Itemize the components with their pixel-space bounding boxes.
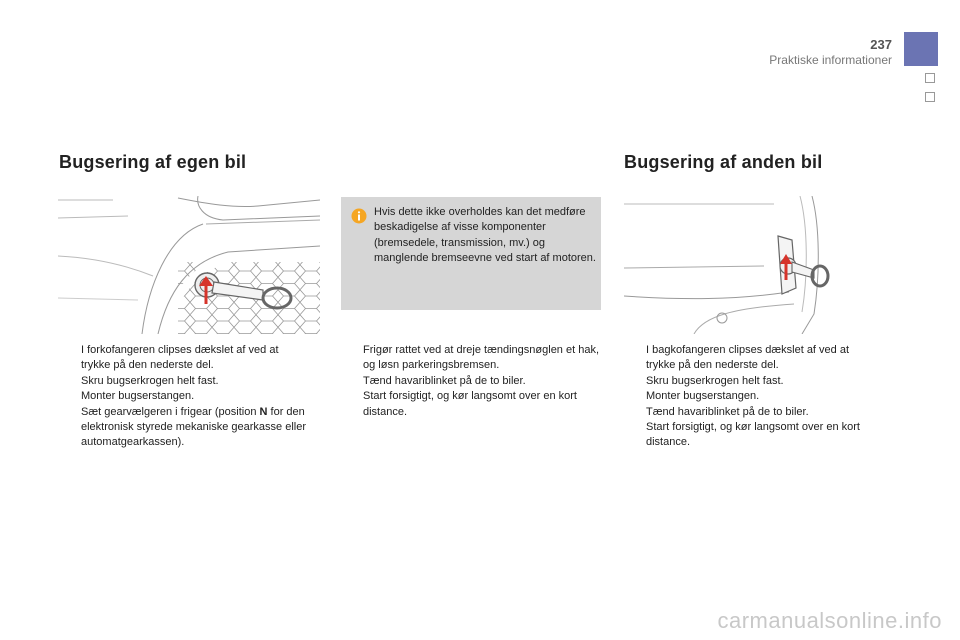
watermark: carmanualsonline.info	[717, 608, 942, 633]
left-section-title: Bugsering af egen bil	[59, 152, 247, 172]
section-tab-marker	[904, 32, 938, 66]
front-bumper-illustration	[58, 196, 320, 334]
list-item	[341, 374, 603, 389]
page-square-2	[925, 92, 935, 102]
step-text: I forkofangeren clipses dækslet af ved at trykke på den nederste del.	[81, 344, 279, 372]
left-steps-list	[59, 343, 309, 451]
list-item	[59, 405, 309, 451]
step-text: Frigør rattet ved at dreje tændingsnøglen et hak, og løsn parkeringsbremsen.	[363, 344, 600, 372]
step-text: Start forsigtigt, og kør langsomt over en kort distance.	[646, 421, 860, 449]
rear-bumper-illustration	[624, 196, 830, 334]
list-item	[59, 374, 309, 389]
step-text: Skru bugserkrogen helt fast.	[81, 374, 219, 387]
info-box	[341, 197, 601, 310]
page-number: 237	[870, 37, 892, 52]
list-item	[341, 343, 603, 374]
list-item	[341, 389, 603, 420]
list-item	[624, 420, 880, 451]
right-steps-list	[624, 343, 880, 451]
info-box-text: Hvis dette ikke overholdes kan det medføre beskadigelse af visse komponenter (bremsedele, transmission, mv.) og manglende bremseevne ved start af motoren.	[374, 206, 596, 265]
step-text: Sæt gearvælgeren i frigear (position	[81, 405, 260, 418]
gear-position-label: N	[259, 405, 268, 418]
list-item	[624, 389, 880, 404]
step-text: Start forsigtigt, og kør langsomt over en kort distance.	[363, 390, 577, 418]
step-text: Tænd havariblinket på de to biler.	[363, 374, 526, 387]
list-item	[624, 405, 880, 420]
step-text: I bagkofangeren clipses dækslet af ved at trykke på den nederste del.	[646, 344, 850, 372]
list-item	[624, 374, 880, 389]
step-text: Skru bugserkrogen helt fast.	[646, 374, 784, 387]
step-text: Tænd havariblinket på de to biler.	[646, 405, 809, 418]
info-icon	[351, 208, 367, 224]
middle-steps-list	[341, 343, 603, 420]
step-text: Monter bugserstangen.	[81, 390, 195, 403]
step-text: Monter bugserstangen.	[646, 390, 760, 403]
section-label: Praktiske informationer	[769, 53, 892, 67]
list-item	[59, 343, 309, 374]
list-item	[59, 389, 309, 404]
right-section-title: Bugsering af anden bil	[624, 152, 823, 172]
page-square-1	[925, 73, 935, 83]
list-item	[624, 343, 880, 374]
step-text-continued: for den elektronisk styrede mekaniske gearkasse eller automatgearkassen).	[81, 405, 306, 449]
